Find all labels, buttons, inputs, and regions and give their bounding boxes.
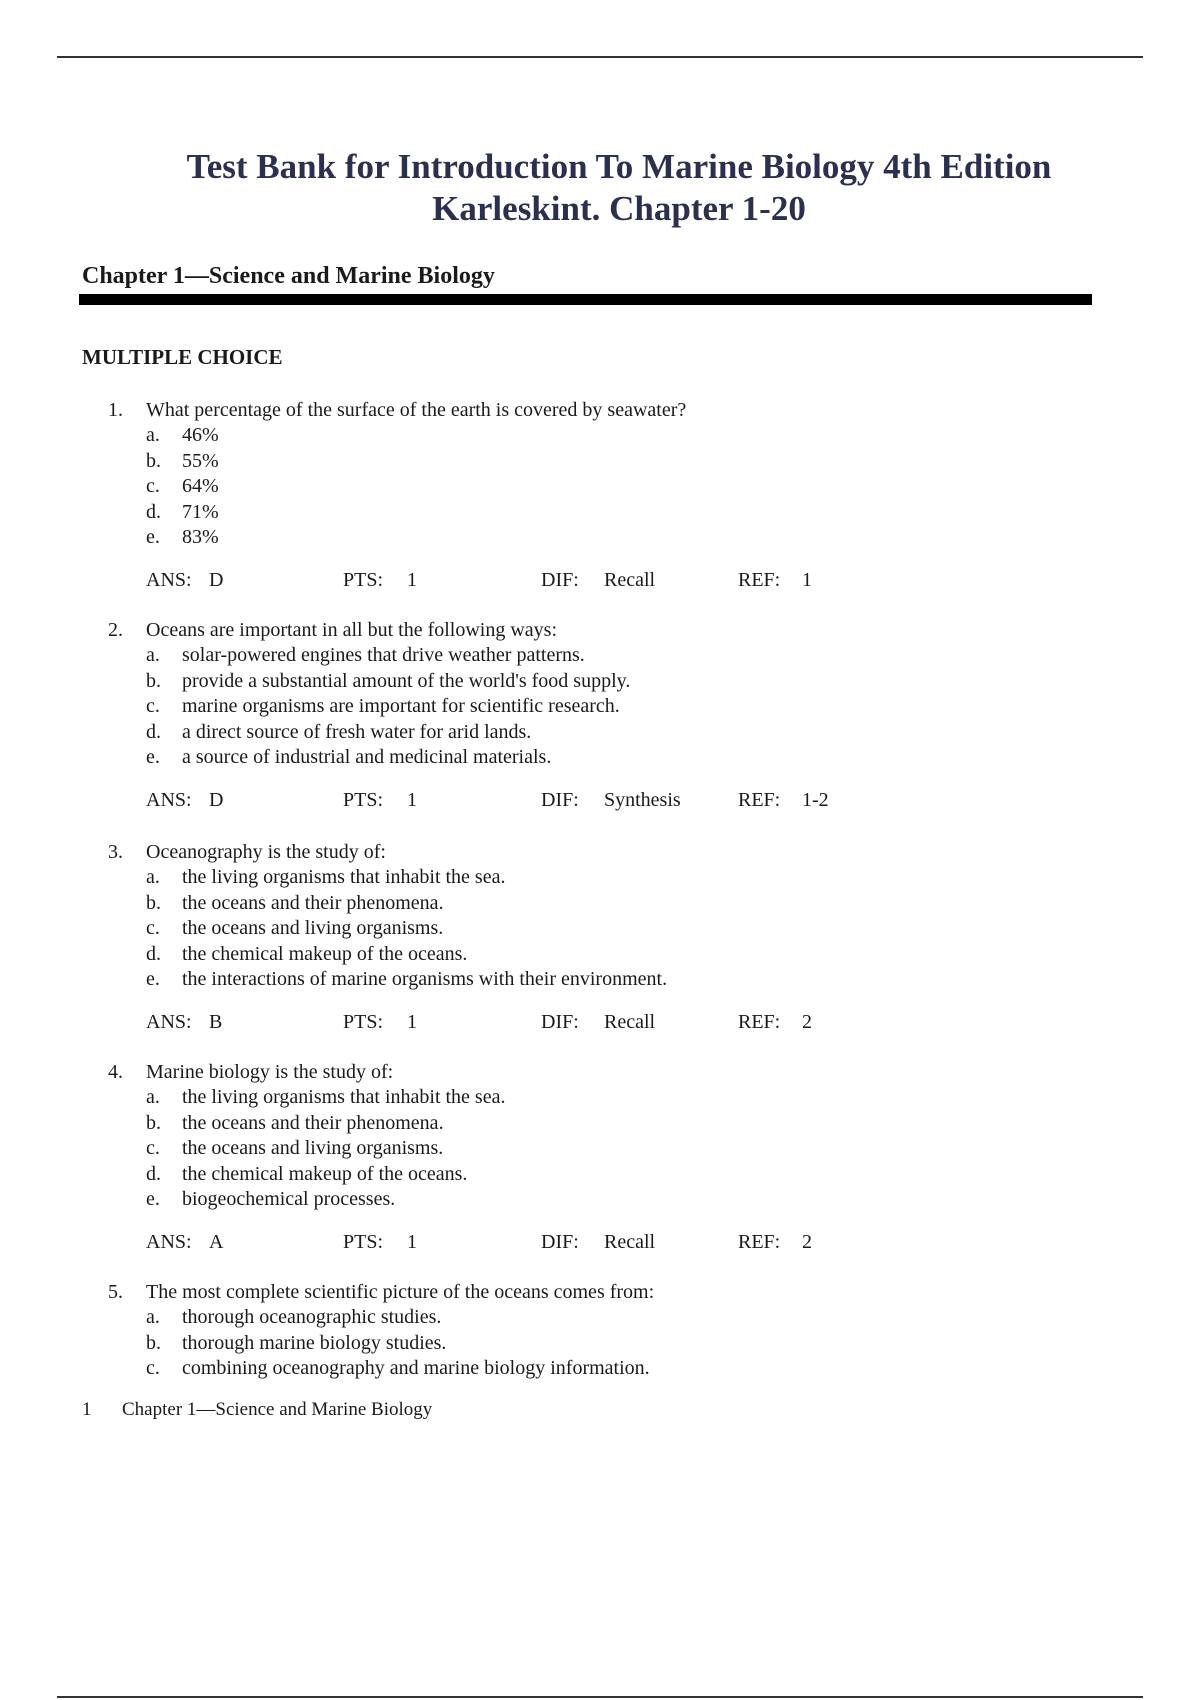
option-letter: a.: [146, 1086, 160, 1108]
option-letter: d.: [146, 500, 161, 523]
option-text: 64%: [182, 475, 219, 497]
question-text: Marine biology is the study of:: [146, 1061, 394, 1083]
ans-value: D: [209, 788, 224, 811]
question-text: The most complete scientific picture of the oceans comes from:: [146, 1281, 655, 1303]
question-5: [0, 1279, 1200, 1382]
option-d: [0, 1162, 1200, 1188]
option-d: [0, 942, 1200, 968]
pts-value: 1: [407, 1230, 417, 1253]
option-b: [0, 1111, 1200, 1137]
question-stem: [0, 1279, 1200, 1305]
option-e: [0, 525, 1200, 551]
option-text: 55%: [182, 449, 219, 472]
question-stem: [0, 617, 1200, 643]
ref-value: 1: [802, 568, 812, 591]
document-title: [80, 146, 1158, 230]
option-a: [0, 1305, 1200, 1331]
question-number: 4.: [108, 1061, 123, 1083]
pts-value: 1: [407, 568, 417, 591]
option-letter: d.: [146, 942, 161, 965]
page-bottom-rule: [57, 1696, 1143, 1698]
option-a: [0, 643, 1200, 669]
option-b: [0, 449, 1200, 475]
option-c: [0, 916, 1200, 942]
question-number: 3.: [108, 841, 123, 863]
ans-value: B: [209, 1010, 223, 1033]
option-letter: d.: [146, 720, 161, 743]
pts-label: PTS:: [343, 1230, 384, 1253]
option-letter: a.: [146, 1306, 160, 1328]
option-text: the interactions of marine organisms with their environment.: [182, 968, 668, 990]
option-b: [0, 891, 1200, 917]
ref-label: REF:: [738, 1010, 781, 1033]
answer-metadata: [0, 567, 1200, 593]
option-letter: e.: [146, 746, 160, 768]
answer-metadata: [0, 1009, 1200, 1035]
pts-label: PTS:: [343, 788, 384, 811]
option-letter: e.: [146, 1188, 160, 1210]
option-e: [0, 1187, 1200, 1213]
option-c: [0, 1136, 1200, 1162]
option-letter: b.: [146, 669, 161, 692]
question-3: [0, 839, 1200, 1035]
question-stem: [0, 1059, 1200, 1085]
dif-label: DIF:: [541, 1010, 579, 1033]
option-text: the chemical makeup of the oceans.: [182, 1162, 468, 1185]
option-text: 83%: [182, 526, 219, 548]
footer-chapter-title: Chapter 1—Science and Marine Biology: [122, 1399, 433, 1420]
option-letter: e.: [146, 968, 160, 990]
option-d: [0, 500, 1200, 526]
option-letter: b.: [146, 1331, 161, 1354]
question-text: What percentage of the surface of the earth is covered by seawater?: [146, 399, 687, 421]
page-top-rule: [57, 56, 1143, 58]
option-letter: a.: [146, 866, 160, 888]
answer-metadata: [0, 1229, 1200, 1255]
ans-label: ANS:: [146, 788, 192, 811]
section-label: MULTIPLE CHOICE: [82, 345, 283, 369]
option-text: the chemical makeup of the oceans.: [182, 942, 468, 965]
ans-value: D: [209, 568, 224, 591]
option-d: [0, 720, 1200, 746]
dif-value: Recall: [604, 1230, 656, 1253]
page-number: 1: [82, 1399, 92, 1420]
ans-label: ANS:: [146, 568, 192, 591]
question-text: Oceans are important in all but the following ways:: [146, 619, 558, 641]
dif-value: Recall: [604, 568, 656, 591]
question-2: [0, 617, 1200, 813]
option-text: the oceans and their phenomena.: [182, 1111, 444, 1134]
option-letter: c.: [146, 1357, 160, 1379]
dif-value: Recall: [604, 1010, 656, 1033]
document-title-line-2: Karleskint. Chapter 1-20: [432, 189, 806, 228]
document-title-line-1: Test Bank for Introduction To Marine Biology 4th Edition: [186, 147, 1052, 186]
question-1: [0, 397, 1200, 593]
ref-value: 1-2: [802, 788, 829, 811]
option-text: the oceans and living organisms.: [182, 917, 444, 939]
option-letter: b.: [146, 891, 161, 914]
pts-label: PTS:: [343, 568, 384, 591]
option-b: [0, 1331, 1200, 1357]
ref-value: 2: [802, 1010, 812, 1033]
question-text: Oceanography is the study of:: [146, 841, 386, 863]
question-stem: [0, 839, 1200, 865]
ref-label: REF:: [738, 1230, 781, 1253]
option-letter: c.: [146, 917, 160, 939]
option-e: [0, 745, 1200, 771]
pts-label: PTS:: [343, 1010, 384, 1033]
option-text: marine organisms are important for scientific research.: [182, 695, 620, 717]
option-text: provide a substantial amount of the world's food supply.: [182, 669, 631, 692]
option-letter: a.: [146, 644, 160, 666]
ref-label: REF:: [738, 568, 781, 591]
option-c: [0, 1356, 1200, 1382]
ans-label: ANS:: [146, 1230, 192, 1253]
option-text: 46%: [182, 424, 219, 446]
question-number: 1.: [108, 399, 123, 421]
question-stem: [0, 397, 1200, 423]
option-text: thorough marine biology studies.: [182, 1331, 447, 1354]
option-letter: c.: [146, 695, 160, 717]
option-text: biogeochemical processes.: [182, 1188, 396, 1210]
option-letter: b.: [146, 449, 161, 472]
answer-metadata: [0, 787, 1200, 813]
ref-value: 2: [802, 1230, 812, 1253]
option-text: solar-powered engines that drive weather patterns.: [182, 644, 585, 666]
ans-value: A: [209, 1230, 224, 1253]
pts-value: 1: [407, 1010, 417, 1033]
option-a: [0, 865, 1200, 891]
pts-value: 1: [407, 788, 417, 811]
option-e: [0, 967, 1200, 993]
option-c: [0, 474, 1200, 500]
option-letter: d.: [146, 1162, 161, 1185]
option-text: thorough oceanographic studies.: [182, 1306, 442, 1328]
dif-label: DIF:: [541, 568, 579, 591]
chapter-rule: [79, 294, 1092, 305]
option-letter: a.: [146, 424, 160, 446]
option-text: the oceans and living organisms.: [182, 1137, 444, 1159]
option-text: combining oceanography and marine biology information.: [182, 1357, 650, 1379]
question-number: 2.: [108, 619, 123, 641]
question-number: 5.: [108, 1281, 123, 1303]
question-4: [0, 1059, 1200, 1255]
option-letter: c.: [146, 475, 160, 497]
option-c: [0, 694, 1200, 720]
option-text: the living organisms that inhabit the sea.: [182, 1086, 506, 1108]
option-text: the living organisms that inhabit the sea.: [182, 866, 506, 888]
ref-label: REF:: [738, 788, 781, 811]
option-letter: b.: [146, 1111, 161, 1134]
chapter-heading: Chapter 1—Science and Marine Biology: [82, 263, 495, 289]
option-text: a direct source of fresh water for arid lands.: [182, 720, 532, 743]
dif-value: Synthesis: [604, 788, 681, 811]
option-text: 71%: [182, 500, 219, 523]
dif-label: DIF:: [541, 1230, 579, 1253]
option-text: a source of industrial and medicinal materials.: [182, 746, 552, 768]
option-a: [0, 1085, 1200, 1111]
option-b: [0, 669, 1200, 695]
option-a: [0, 423, 1200, 449]
option-letter: e.: [146, 526, 160, 548]
ans-label: ANS:: [146, 1010, 192, 1033]
option-text: the oceans and their phenomena.: [182, 891, 444, 914]
dif-label: DIF:: [541, 788, 579, 811]
option-letter: c.: [146, 1137, 160, 1159]
